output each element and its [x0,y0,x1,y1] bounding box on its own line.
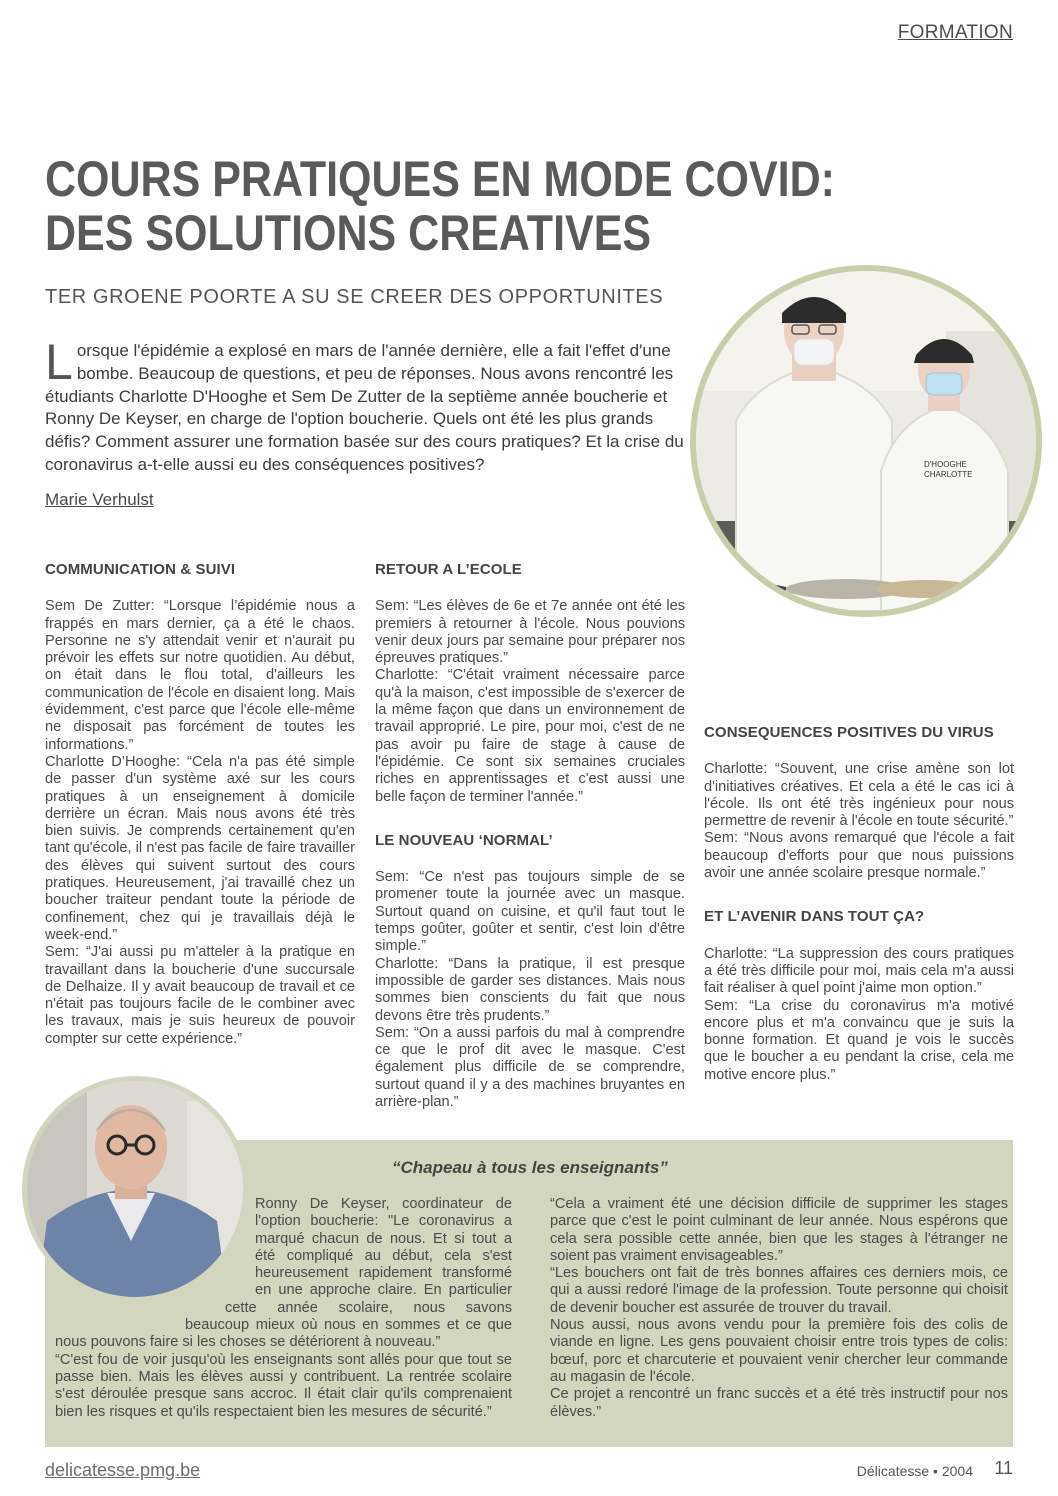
paragraph: Sem: “J'ai aussi pu m'atteler à la pratique en travaillant dans la boucherie d'une succursale de Delhaize. Il y avait beaucoup de travail et ce n'était pas toujours facile de le combiner avec les travaux, mais je suis heureux de pouvoir compter sur cette expérience.” [45,944,355,1047]
heading-retour: RETOUR A L’ECOLE [375,561,522,578]
paragraph: Sem: “Les élèves de 6e et 7e année ont été les premiers à retourner à l'école. Nous pouvions venir deux jours par semaine pour préparer nos épreuves pratiques.” [375,598,685,667]
paragraph: Sem De Zutter: “Lorsque l’épidémie nous a frappés en mars dernier, ça a été le chaos. Personne ne s'y attendait venir et n'aurait pu prévoir les effets sur notre quotidien. Au début, on était dans le flou total, d'ailleurs les communication de l'école en disaient long. Mais évidemment, c'est parce que l'école elle-même ne disposait pas forcément de toutes les informations.” [45,598,355,753]
column-retour [375,561,685,1111]
title-line-2: DES SOLUTIONS CREATIVES [45,205,652,261]
section-tag: FORMATION [897,22,1013,43]
paragraph: Charlotte: “Souvent, une crise amène son lot d'initiatives créatives. Et cela a été le cas ici à l'école. Ils ont été très ingénieux pour nous permettre de revenir à l'école en toute sécurité.” [704,761,1014,830]
paragraph: Sem: “Ce n'est pas toujours simple de se promener toute la journée avec un masque. Surtout quand on cuisine, et qu'il faut tout le temps goûter, goûter et sentir, c'est loin d'être simple.” [375,869,685,955]
portrait-photo [27,1081,243,1297]
drop-cap: L [45,334,73,390]
page-number: 11 [994,1458,1013,1478]
footer-magazine-issue: Délicatesse • 2004 [856,1463,973,1479]
heading-nouveau-normal: LE NOUVEAU ‘NORMAL’ [375,831,553,849]
students-photo-illustration [696,271,1036,611]
quote-box-right-text [550,1196,1008,1421]
article-title [45,151,835,261]
heading-communication: COMMUNICATION & SUIVI [45,561,236,578]
students-photo [696,271,1036,611]
quote-box-title: “Chapeau à tous les enseignants” [392,1158,668,1177]
heading-avenir: ET L’AVENIR DANS TOUT ÇA? [704,908,925,926]
paragraph: Charlotte: “Dans la pratique, il est presque impossible de garder ses distances. Mais nous sommes bien conscients du fait que nous devons être très prudents.” [375,955,685,1024]
column-consequences [704,724,1014,1084]
author-name: Marie Verhulst [45,490,154,509]
paragraph: “Les bouchers ont fait de très bonnes affaires ces derniers mois, ce qui a aussi redoré l'image de la profession. Toute personne qui choisit de devenir boucher est assurée de trouver du travail. [550,1265,1008,1316]
paragraph: Charlotte: “La suppression des cours pratiques a été très difficile pour moi, mais cela m'a aussi fait réaliser à quel point j'aime mon option.” [704,945,1014,997]
intro-paragraph [45,334,690,477]
apron-label-2: CHARLOTTE [924,470,973,479]
paragraph: Sem: “On a aussi parfois du mal à comprendre ce que le prof dit avec le masque. C'est également plus difficile de se comprendre, surtout quand il y a des machines bruyantes en arrière-plan.” [375,1024,685,1111]
paragraph: Charlotte D’Hooghe: “Cela n'a pas été simple de passer d'un système axé sur les cours pratiques à un enseignement à domicile derrière un écran. Mais nous avons été très bien suivis. Je comprends certainement qu'en tant qu'école, il n'est pas facile de faire travailler des élèves qui suivent surtout des cours pratiques. Heureusement, j'ai travaillé chez un boucher traiteur pendant toute la période de confinement, chez qui je travaillais déjà le week-end.” [45,753,355,943]
paragraph: Sem: “Nous avons remarqué que l'école a fait beaucoup d'efforts pour que nous puissions avoir une année scolaire presque normale.” [704,830,1014,882]
footer-website-link[interactable]: delicatesse.pmg.be [45,1460,201,1480]
portrait-photo-frame [22,1076,248,1302]
paragraph: “C'est fou de voir jusqu'où les enseignants sont allés pour que tout se passe bien. Mais les élèves aussi y contribuent. La rentrée scolaire s'est déroulée presque sans accroc. Il était clair qu'ils comprenaient bien les risques et qu'ils respectaient bien les mesures de sécurité.” [55,1351,512,1420]
paragraph: Charlotte: “C'était vraiment nécessaire parce qu'à la maison, c'est impossible de s'exercer de la même façon que dans un environnement de travail approprié. Le pire, pour moi, c'est de ne pas avoir pu faire de stage à cause de l'épidémie. Ce sont six semaines cruciales riches en apprentissages et c'est aussi une belle façon de terminer l'année.” [375,667,685,805]
apron-label-1: D'HOOGHE [924,460,967,469]
title-line-1: COURS PRATIQUES EN MODE COVID: [45,151,835,207]
paragraph: Sem: “La crise du coronavirus m'a motivé encore plus et m'a convaincu que je suis la bonne formation. Et quand je vois le succès que le boucher a eu pendant la crise, cela me motive encore plus.” [704,997,1014,1083]
paragraph: “Cela a vraiment été une décision difficile de supprimer les stages parce que c'est le point culminant de leur année. Nous espérons que cela sera possible cette année, bien que les stages à l'étranger ne soient pas vraiment envisageables.” [550,1196,1008,1264]
paragraph: Nous aussi, nous avons vendu pour la première fois des colis de viande en ligne. Les gens pouvaient choisir entre trois types de colis: bœuf, porc et charcuterie et pouvaient venir chercher leur commande au magasin de l'école. [550,1317,1008,1385]
article-subtitle: TER GROENE POORTE A SU SE CREER DES OPPORTUNITES [45,286,664,308]
heading-consequences: CONSEQUENCES POSITIVES DU VIRUS [704,724,994,741]
paragraph: Ronny De Keyser, coordinateur de l'option boucherie: "Le coronavirus a marqué chacun de nous. Et si tout a été compliqué au début, cela s'est heureusement rapidement transformé en une approche claire. En particulier cette année scolaire, nous savons beaucoup mieux où nous en sommes et ce que nous pouvons faire si les choses se détériorent à nouveau.” [55,1196,512,1351]
column-communication [45,561,355,1048]
portrait-illustration [27,1081,243,1297]
paragraph: Ce projet a rencontré un franc succès et a été très instructif pour nos élèves.” [550,1386,1008,1420]
intro-text: orsque l'épidémie a explosé en mars de l'année dernière, elle a fait l'effet d'une bombe. Beaucoup de questions, et peu de réponses. Nous avons rencontré les étudiants Charlotte D'Hooghe et Sem De Zutter de la septième année boucherie et Ronny De Keyser, en charge de l'option boucherie. Quels ont été les plus grands défis? Comment assurer une formation basée sur des cours pratiques? Et la crise du coronavirus a-t-elle aussi eu des conséquences positives? [45,341,684,474]
students-photo-frame [690,265,1042,617]
